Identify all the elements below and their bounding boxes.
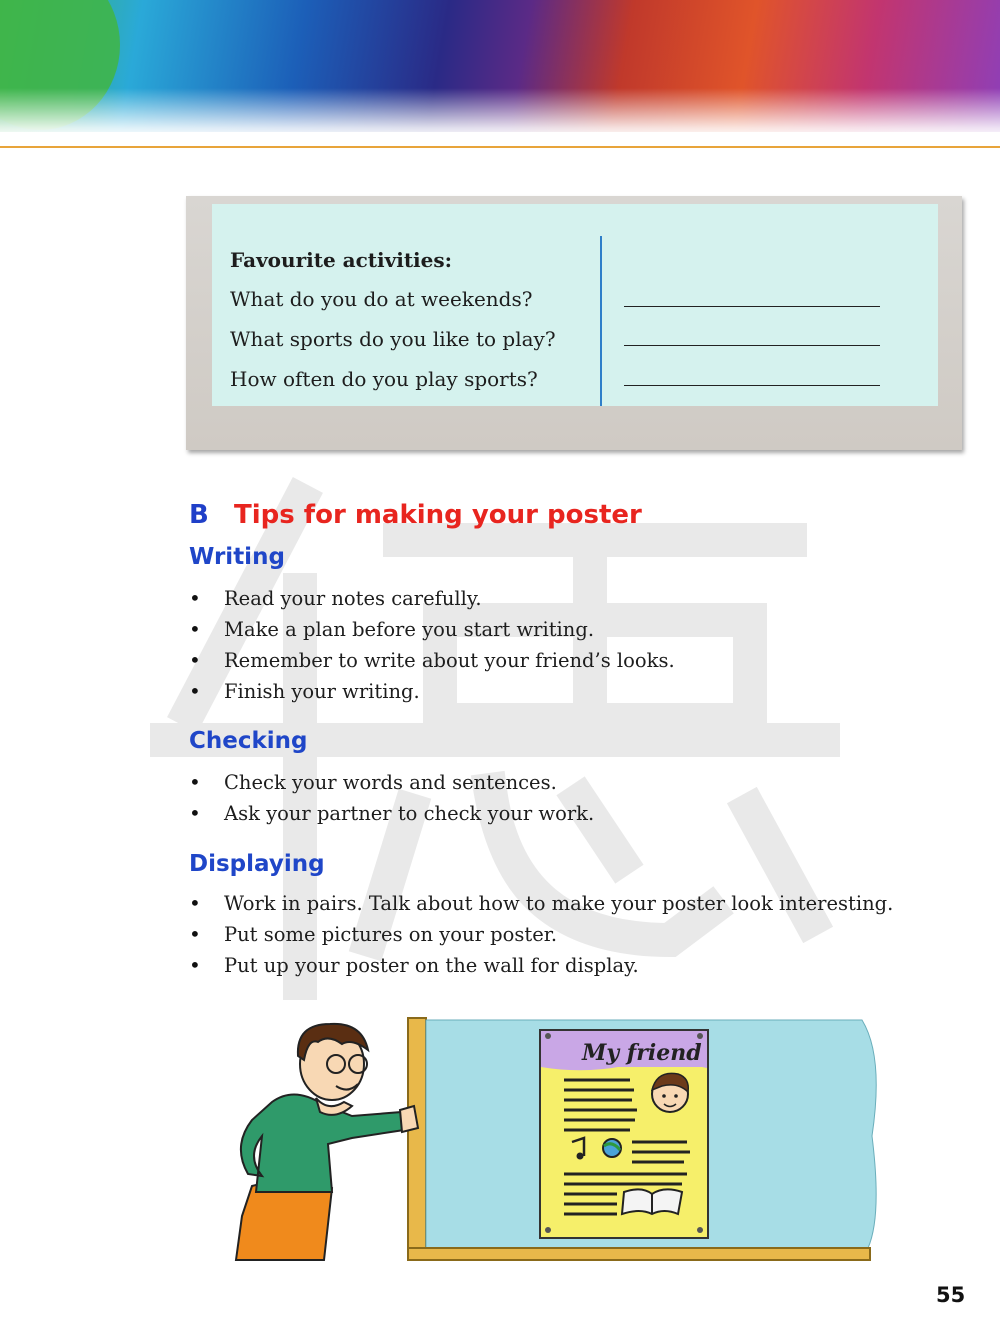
- board-frame-bottom: [408, 1248, 870, 1260]
- board-frame-left: [408, 1018, 426, 1260]
- header-fade: [0, 88, 1000, 138]
- list-item: • Ask your partner to check your work.: [189, 798, 594, 829]
- page-number: 55: [936, 1283, 966, 1307]
- answer-line-3[interactable]: [624, 385, 880, 386]
- boy-hand: [400, 1106, 418, 1132]
- answer-line-2[interactable]: [624, 345, 880, 346]
- list-item: • Work in pairs. Talk about how to make your poster look interesting.: [189, 888, 893, 919]
- subheading-displaying: Displaying: [189, 851, 325, 877]
- list-item: • Read your notes carefully.: [189, 583, 675, 614]
- question-sports: What sports do you like to play?: [230, 327, 556, 351]
- poster-illustration: [232, 1016, 882, 1274]
- answer-line-1[interactable]: [624, 306, 880, 307]
- subheading-writing: Writing: [189, 544, 285, 570]
- question-weekends: What do you do at weekends?: [230, 287, 533, 311]
- list-item: • Put some pictures on your poster.: [189, 919, 893, 950]
- checking-list: [189, 767, 594, 829]
- list-item: • Put up your poster on the wall for display.: [189, 950, 893, 981]
- displaying-list: [189, 888, 893, 981]
- question-how-often: How often do you play sports?: [230, 367, 538, 391]
- section-title: Tips for making your poster: [234, 500, 642, 530]
- writing-list: [189, 583, 675, 707]
- poster-title: My friend: [582, 1040, 702, 1066]
- list-item: • Finish your writing.: [189, 676, 675, 707]
- section-letter: B: [189, 500, 209, 530]
- list-item: • Remember to write about your friend’s looks.: [189, 645, 675, 676]
- header-rule: [0, 146, 1000, 148]
- subheading-checking: Checking: [189, 728, 308, 754]
- notes-card-title: Favourite activities:: [230, 248, 453, 272]
- list-item: • Make a plan before you start writing.: [189, 614, 675, 645]
- notes-card-divider: [600, 236, 602, 406]
- list-item: • Check your words and sentences.: [189, 767, 594, 798]
